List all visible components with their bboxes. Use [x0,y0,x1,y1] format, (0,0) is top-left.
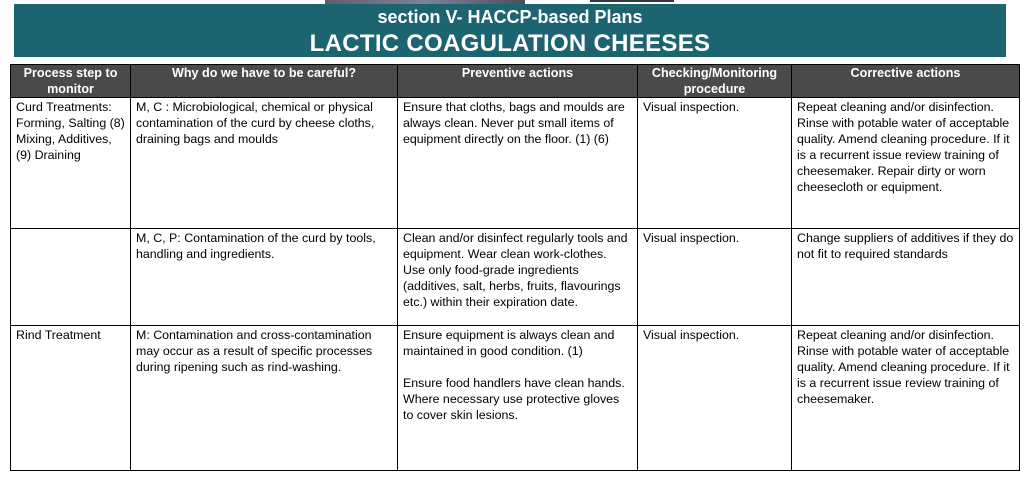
table-header-row [11,65,1020,98]
corrective-actions-cell: Repeat cleaning and/or disinfection. Rinse with potable water of acceptable quality. Amend cleaning procedure. If it is a recurrent issue review training of cheesemaker. [792,326,1020,471]
table-row [11,229,1020,326]
header-corrective-actions: Corrective actions [792,65,1020,98]
title-banner [14,4,1006,57]
header-rule [590,0,674,2]
header-checking-monitoring: Checking/Monitoring procedure [638,65,792,98]
checking-procedure-cell: Visual inspection. [638,229,792,326]
header-preventive-actions: Preventive actions [398,65,638,98]
checking-procedure-cell: Visual inspection. [638,98,792,229]
header-why-careful: Why do we have to be careful? [131,65,398,98]
header-process-step: Process step to monitor [11,65,131,98]
section-title: section V- HACCP-based Plans [377,7,643,27]
haccp-table [10,64,1020,471]
preventive-actions-cell: Clean and/or disinfect regularly tools and equipment. Wear clean work-clothes. Use only food-grade ingredients (additives, salt, herbs, fruits, flavourings etc.) within their expiration date. [398,229,638,326]
why-careful-cell: M, C : Microbiological, chemical or physical contamination of the curd by cheese cloths, draining bags and moulds [131,98,398,229]
process-step-cell: Rind Treatment [11,326,131,471]
preventive-actions-cell: Ensure that cloths, bags and moulds are always clean. Never put small items of equipment directly on the floor. (1) (6) [398,98,638,229]
corrective-actions-cell: Repeat cleaning and/or disinfection. Rinse with potable water of acceptable quality. Amend cleaning procedure. If it is a recurrent issue review training of cheesemaker. Repair dirty or worn cheesecloth or equipment. [792,98,1020,229]
table-row [11,326,1020,471]
table-row [11,98,1020,229]
checking-procedure-cell: Visual inspection. [638,326,792,471]
why-careful-cell: M, C, P: Contamination of the curd by tools, handling and ingredients. [131,229,398,326]
process-step-cell: Curd Treatments: Forming, Salting (8) Mixing, Additives, (9) Draining [11,98,131,229]
preventive-actions-cell: Ensure equipment is always clean and maintained in good condition. (1) Ensure food handlers have clean hands. Where necessary use protective gloves to cover skin lesions. [398,326,638,471]
why-careful-cell: M: Contamination and cross-contamination may occur as a result of specific processes during ripening such as rind-washing. [131,326,398,471]
process-step-cell [11,229,131,326]
document-title: LACTIC COAGULATION CHEESES [309,30,711,57]
corrective-actions-cell: Change suppliers of additives if they do not fit to required standards [792,229,1020,326]
